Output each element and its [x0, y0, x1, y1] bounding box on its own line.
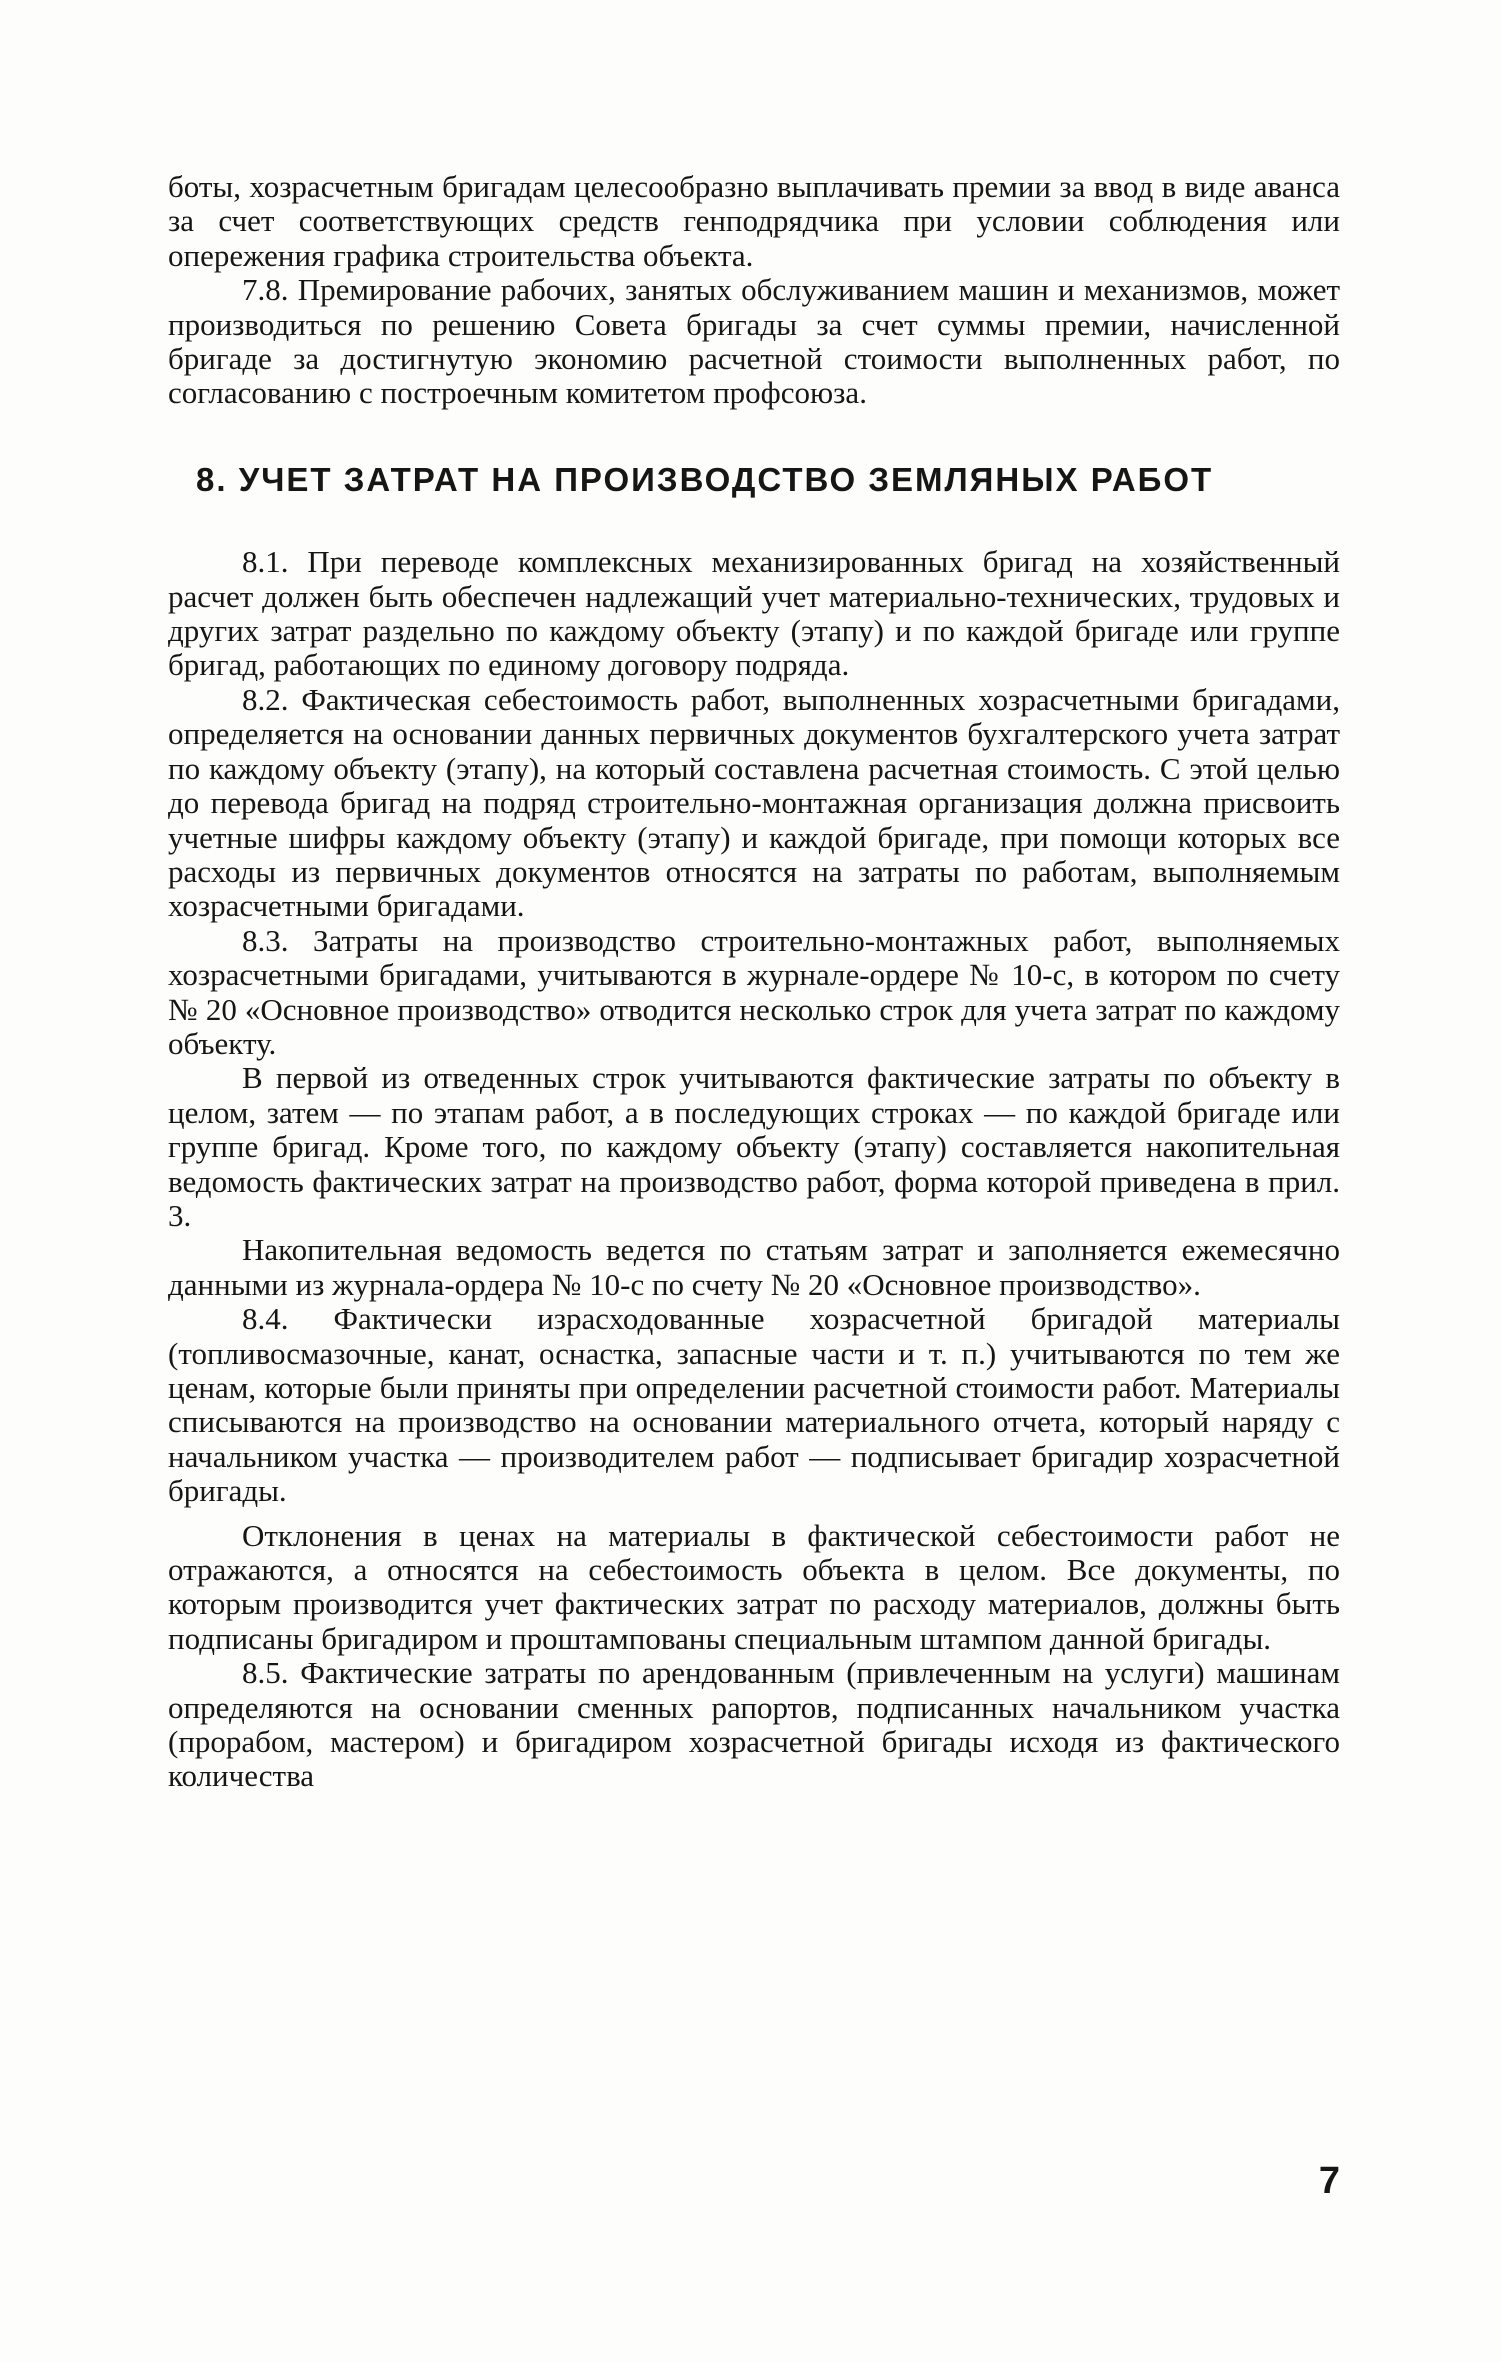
- paragraph-8-3: 8.3. Затраты на производство строительно-монтажных работ, выполняемых хозрасчетными бригадами, учитываются в журнале-ордере № 10-с, в котором по счету № 20 «Основное производство» отводится несколько строк для учета затрат по каждому объекту.: [168, 922, 1340, 1061]
- paragraph-8-3-continued: В первой из отведенных строк учитываются фактические затраты по объекту в целом, затем — по этапам работ, а в последующих строках — по каждой бригаде или группе бригад. Кроме того, по каждому объекту (этапу) составляется накопительная ведомость фактических затрат на производство работ, форма которой приведена в прил. 3.: [168, 1060, 1340, 1233]
- page-number: 7: [1318, 2160, 1340, 2202]
- paragraph-8-5: 8.5. Фактические затраты по арендованным (привлеченным на услуги) машинам определяются на основании сменных рапортов, подписанных начальником участка (прорабом, мастером) и бригадиром хозрасчетной бригады исходя из фактического количества: [168, 1655, 1340, 1794]
- paragraph-8-3-ledger: Накопительная ведомость ведется по статьям затрат и заполняется ежемесячно данными из журнала-ордера № 10-с по счету № 20 «Основное производство».: [168, 1232, 1340, 1302]
- body-text: [168, 170, 1340, 1794]
- paragraph-8-4-deviations: Отклонения в ценах на материалы в фактической себестоимости работ не отражаются, а относятся на себестоимость объекта в целом. Все документы, по которым производится учет фактических затрат по расходу материалов, должны быть подписаны бригадиром и проштампованы специальным штампом данной бригады.: [168, 1517, 1340, 1656]
- paragraph-8-4: 8.4. Фактически израсходованные хозрасчетной бригадой материалы (топливосмазочные, канат, оснастка, запасные части и т. п.) учитываются по тем же ценам, которые были приняты при определении расчетной стоимости работ. Материалы списываются на производство на основании материального отчета, который наряду с начальником участка — производителем работ — подписывает бригадир хозрасчетной бригады.: [168, 1301, 1340, 1509]
- paragraph-8-2: 8.2. Фактическая себестоимость работ, выполненных хозрасчетными бригадами, определяется на основании данных первичных документов бухгалтерского учета затрат по каждому объекту (этапу), на который составлена расчетная стоимость. С этой целью до перевода бригад на подряд строительно-монтажная организация должна присвоить учетные шифры каждому объекту (этапу) и каждой бригаде, при помощи которых все расходы из первичных документов относятся на затраты по работам, выполняемым хозрасчетными бригадами.: [168, 681, 1340, 924]
- paragraph-continuation: боты, хозрасчетным бригадам целесообразно выплачивать премии за ввод в виде аванса за счет соответствующих средств генподрядчика при условии соблюдения или опережения графика строительства объекта.: [168, 169, 1340, 273]
- paragraph-8-1: 8.1. При переводе комплексных механизированных бригад на хозяйственный расчет должен быть обеспечен надлежащий учет материально-технических, трудовых и других затрат раздельно по каждому объекту (этапу) и по каждой бригаде или группе бригад, работающих по единому договору подряда.: [168, 544, 1340, 683]
- paragraph-7-8: 7.8. Премирование рабочих, занятых обслуживанием машин и механизмов, может производиться по решению Совета бригады за счет суммы премии, начисленной бригаде за достигнутую экономию расчетной стоимости выполненных работ, по согласованию с построечным комитетом профсоюза.: [168, 272, 1340, 411]
- section-heading: 8. УЧЕТ ЗАТРАТ НА ПРОИЗВОДСТВО ЗЕМЛЯНЫХ РАБОТ: [196, 460, 1214, 498]
